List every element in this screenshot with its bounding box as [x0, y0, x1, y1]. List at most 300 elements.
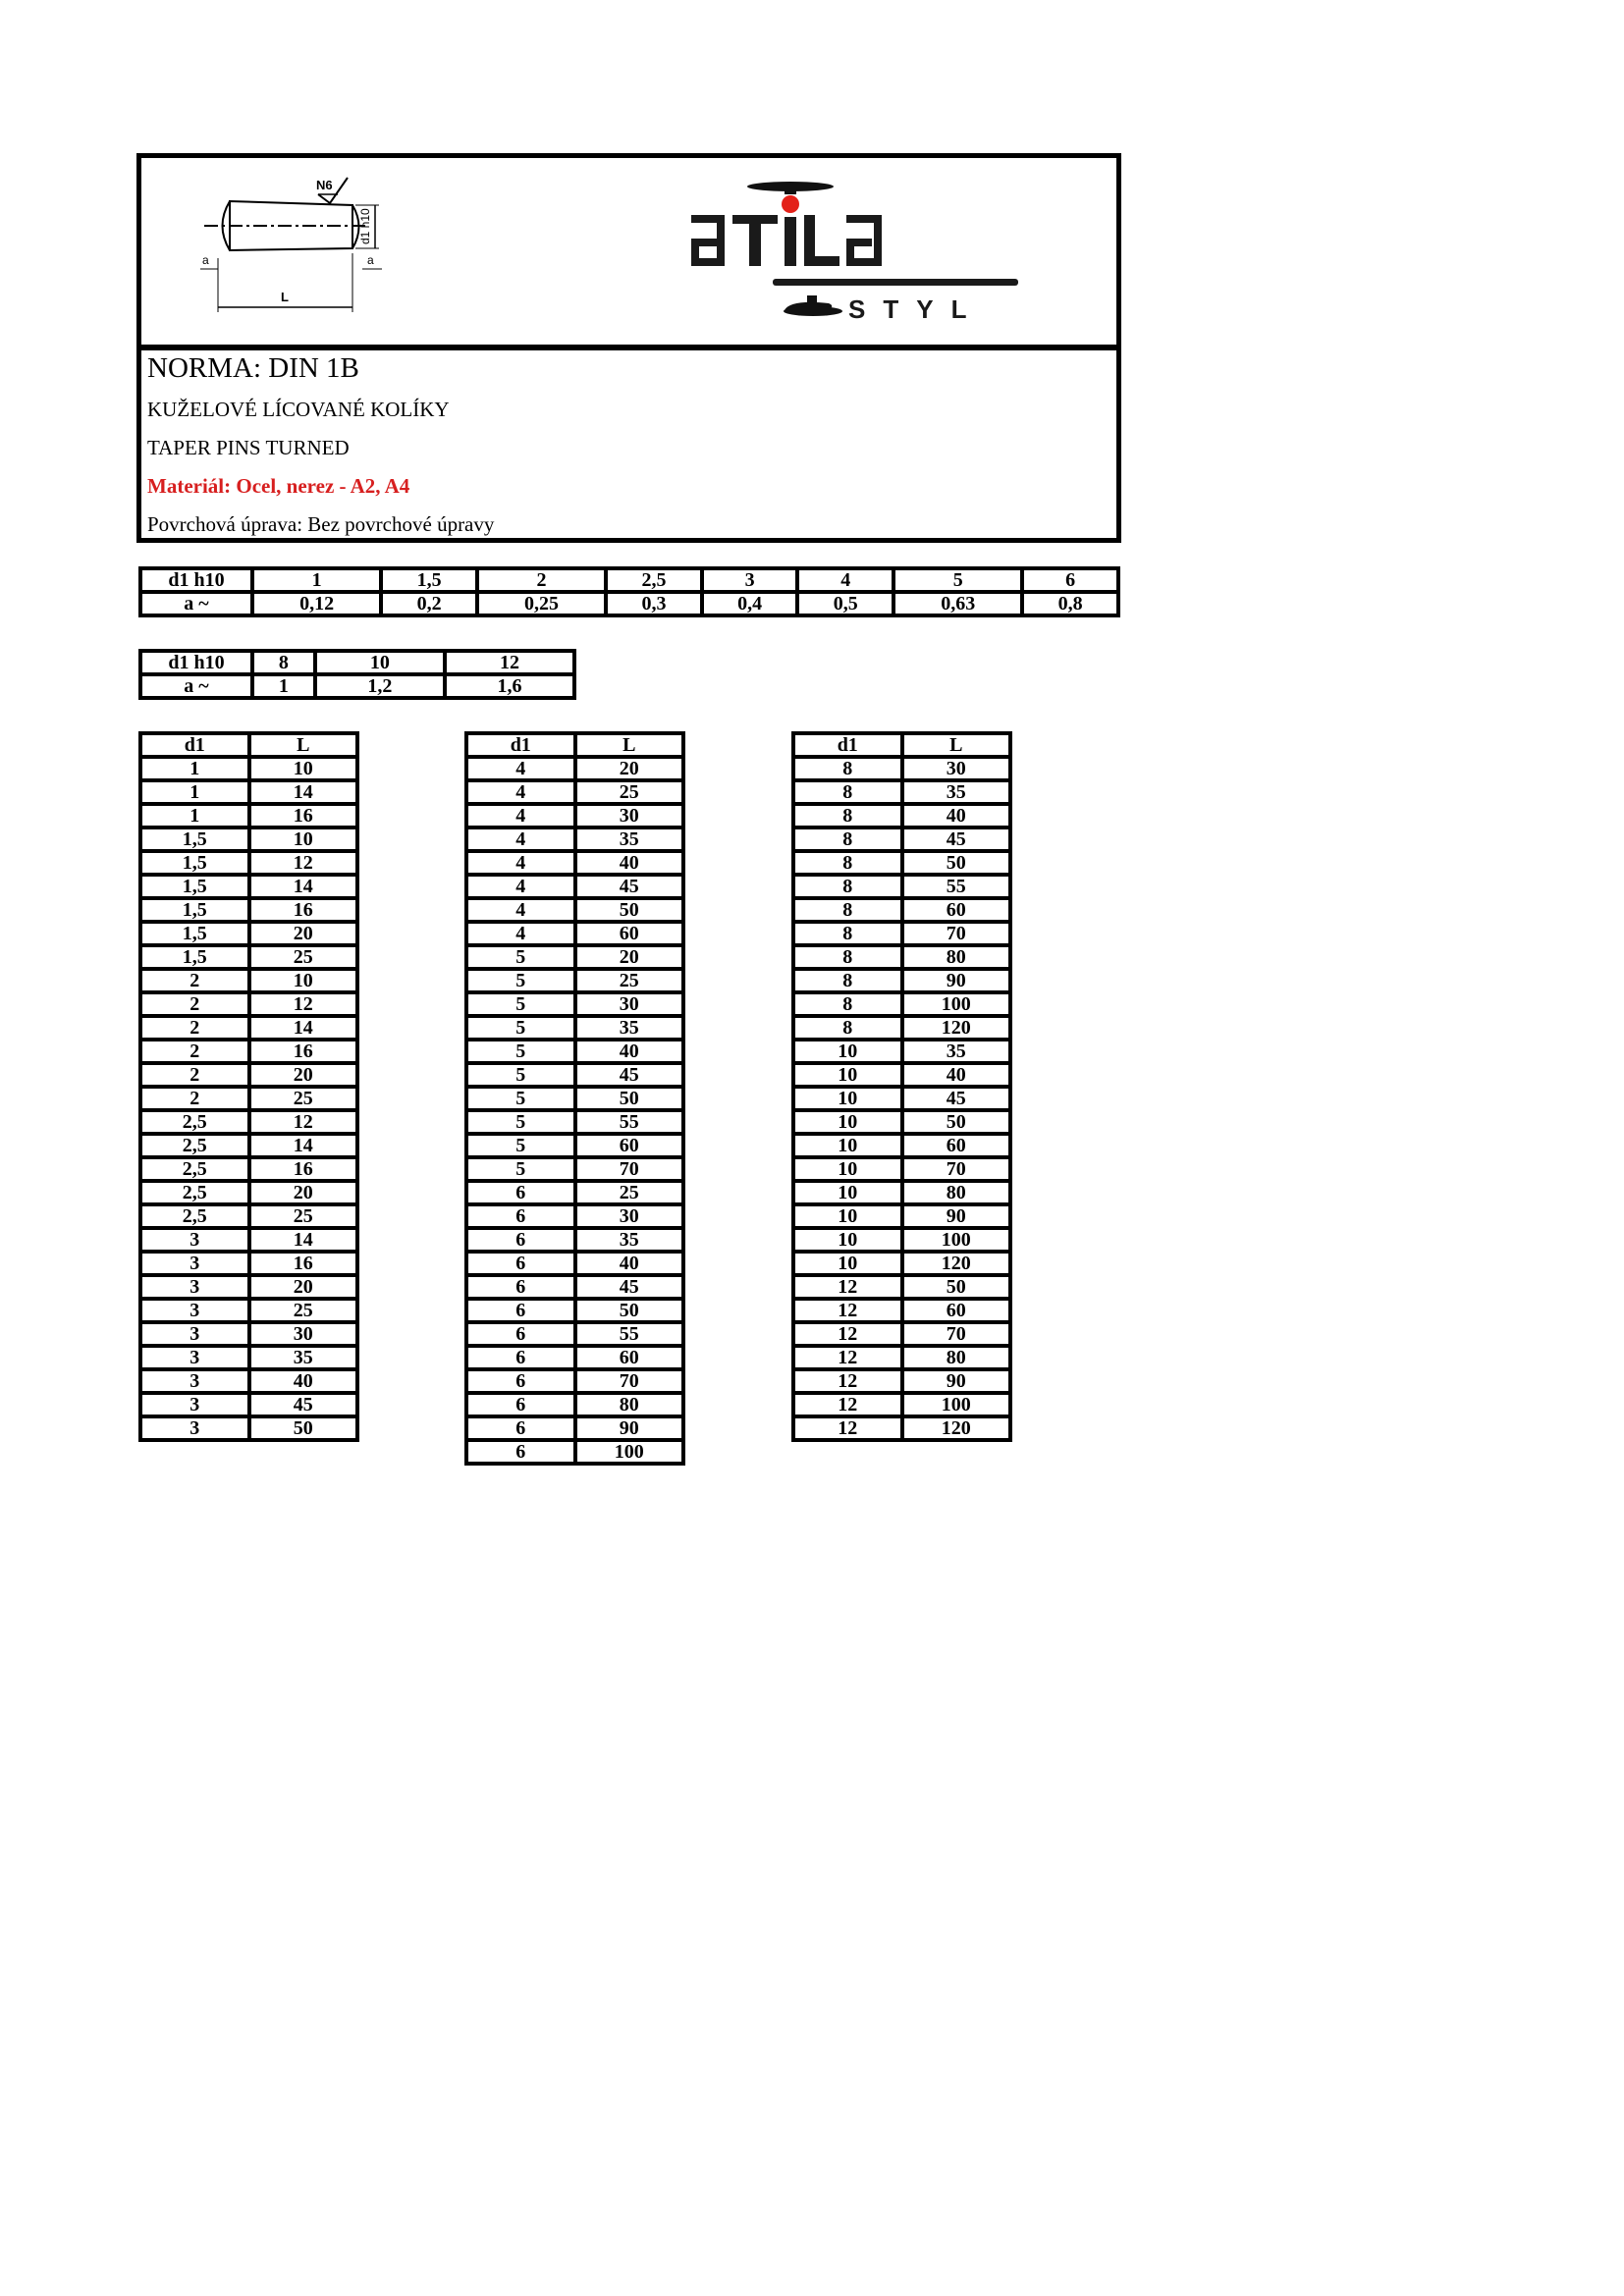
table-row	[466, 1228, 683, 1252]
d1-cell: 10	[793, 1087, 902, 1110]
table-row	[140, 674, 574, 698]
length-cell: 45	[575, 1275, 684, 1299]
table-row	[793, 875, 1010, 898]
length-cell: 30	[575, 804, 684, 828]
table-row	[793, 1369, 1010, 1393]
table-row	[140, 1110, 357, 1134]
d1-cell: 5	[466, 992, 575, 1016]
d1-cell: 12	[793, 1346, 902, 1369]
table-row	[793, 1204, 1010, 1228]
table-row	[140, 1275, 357, 1299]
header-frame	[136, 153, 1121, 349]
length-cell: 50	[575, 1087, 684, 1110]
length-cell: 45	[902, 1087, 1011, 1110]
table-row	[793, 1110, 1010, 1134]
d1-cell: 1,5	[140, 828, 249, 851]
norm-title: NORMA: DIN 1B	[147, 352, 359, 384]
table-row	[793, 969, 1010, 992]
length-cell: 35	[902, 780, 1011, 804]
table-row	[140, 1087, 357, 1110]
d1-cell: 8	[793, 992, 902, 1016]
column-header: d1	[466, 733, 575, 757]
length-cell: 20	[249, 1181, 358, 1204]
d1-cell: 3	[140, 1346, 249, 1369]
table-cell: 1,5	[381, 568, 477, 592]
length-cell: 100	[575, 1440, 684, 1464]
table-row	[466, 1346, 683, 1369]
d1-cell: 5	[466, 1110, 575, 1134]
length-cell: 70	[902, 1157, 1011, 1181]
d1-cell: 2	[140, 1063, 249, 1087]
d1-cell: 4	[466, 804, 575, 828]
table-row	[793, 1322, 1010, 1346]
svg-text:a: a	[367, 253, 374, 267]
chamfer-table-1	[138, 566, 1120, 617]
length-cell: 10	[249, 969, 358, 992]
table-row	[140, 1393, 357, 1416]
table-row	[140, 1134, 357, 1157]
length-cell: 35	[249, 1346, 358, 1369]
table-row	[793, 992, 1010, 1016]
length-cell: 50	[902, 851, 1011, 875]
size-table-d1-8-to-12	[791, 731, 1012, 1442]
table-cell: 0,8	[1022, 592, 1118, 615]
svg-text:d1 h10: d1 h10	[358, 208, 372, 244]
table-cell: 4	[797, 568, 893, 592]
length-cell: 120	[902, 1252, 1011, 1275]
d1-cell: 12	[793, 1369, 902, 1393]
d1-cell: 2,5	[140, 1134, 249, 1157]
length-cell: 90	[902, 1369, 1011, 1393]
length-cell: 40	[575, 851, 684, 875]
length-cell: 14	[249, 1016, 358, 1040]
table-row	[793, 828, 1010, 851]
d1-cell: 8	[793, 875, 902, 898]
length-cell: 45	[575, 875, 684, 898]
svg-text:L: L	[281, 290, 289, 304]
table-row	[466, 780, 683, 804]
d1-cell: 8	[793, 898, 902, 922]
length-cell: 25	[249, 945, 358, 969]
table-row	[466, 1393, 683, 1416]
table-row	[466, 1369, 683, 1393]
table-cell: 1,6	[445, 674, 574, 698]
table-row	[140, 922, 357, 945]
table-row	[466, 1322, 683, 1346]
table-row	[466, 1134, 683, 1157]
d1-cell: 5	[466, 945, 575, 969]
column-header: d1	[140, 733, 249, 757]
table-row	[140, 992, 357, 1016]
length-cell: 35	[575, 1228, 684, 1252]
d1-cell: 1	[140, 757, 249, 780]
d1-cell: 5	[466, 1134, 575, 1157]
table-row	[793, 922, 1010, 945]
length-cell: 40	[249, 1369, 358, 1393]
table-row	[466, 851, 683, 875]
length-cell: 100	[902, 1228, 1011, 1252]
length-cell: 16	[249, 898, 358, 922]
table-row	[466, 1204, 683, 1228]
d1-cell: 6	[466, 1440, 575, 1464]
logo-icon	[691, 178, 1045, 325]
table-row	[140, 1040, 357, 1063]
table-row	[466, 922, 683, 945]
length-cell: 10	[249, 828, 358, 851]
table-row	[466, 898, 683, 922]
length-cell: 50	[575, 898, 684, 922]
table-row	[140, 1204, 357, 1228]
table-row	[140, 568, 1118, 592]
d1-cell: 4	[466, 898, 575, 922]
length-cell: 90	[902, 969, 1011, 992]
d1-cell: 10	[793, 1204, 902, 1228]
table-row	[793, 1157, 1010, 1181]
table-row	[140, 651, 574, 674]
table-cell: 0,2	[381, 592, 477, 615]
length-cell: 16	[249, 1157, 358, 1181]
table-row	[466, 969, 683, 992]
length-cell: 25	[575, 1181, 684, 1204]
table-row	[793, 1393, 1010, 1416]
chamfer-table-2	[138, 649, 576, 700]
d1-cell: 8	[793, 945, 902, 969]
table-row	[140, 1299, 357, 1322]
d1-cell: 1,5	[140, 898, 249, 922]
d1-cell: 2,5	[140, 1181, 249, 1204]
table-row	[140, 969, 357, 992]
length-cell: 12	[249, 1110, 358, 1134]
table-row	[140, 1369, 357, 1393]
d1-cell: 10	[793, 1110, 902, 1134]
table-row	[140, 945, 357, 969]
product-name-cz: KUŽELOVÉ LÍCOVANÉ KOLÍKY	[147, 398, 450, 421]
table-row	[793, 1016, 1010, 1040]
table-cell: 0,4	[702, 592, 798, 615]
length-cell: 45	[575, 1063, 684, 1087]
table-row	[466, 1299, 683, 1322]
table-row	[140, 757, 357, 780]
d1-cell: 8	[793, 828, 902, 851]
table-row	[140, 1252, 357, 1275]
length-cell: 20	[249, 1063, 358, 1087]
table-row	[466, 1252, 683, 1275]
d1-cell: 3	[140, 1369, 249, 1393]
material-line: Materiál: Ocel, nerez - A2, A4	[147, 474, 410, 498]
d1-cell: 10	[793, 1228, 902, 1252]
table-row	[793, 1063, 1010, 1087]
column-header: L	[902, 733, 1011, 757]
d1-cell: 1,5	[140, 875, 249, 898]
table-row	[793, 1087, 1010, 1110]
length-cell: 25	[575, 969, 684, 992]
header-row	[793, 733, 1010, 757]
table-row	[140, 828, 357, 851]
length-cell: 60	[902, 898, 1011, 922]
d1-cell: 3	[140, 1252, 249, 1275]
length-cell: 100	[902, 992, 1011, 1016]
svg-text:a: a	[202, 253, 209, 267]
d1-cell: 8	[793, 969, 902, 992]
length-cell: 35	[575, 828, 684, 851]
length-cell: 12	[249, 851, 358, 875]
length-cell: 70	[575, 1369, 684, 1393]
d1-cell: 12	[793, 1322, 902, 1346]
length-cell: 45	[902, 828, 1011, 851]
length-cell: 80	[902, 945, 1011, 969]
length-cell: 40	[575, 1040, 684, 1063]
length-cell: 50	[902, 1275, 1011, 1299]
table-row	[793, 1416, 1010, 1440]
table-row	[140, 780, 357, 804]
table-row	[140, 1416, 357, 1440]
length-cell: 25	[249, 1204, 358, 1228]
d1-cell: 2,5	[140, 1204, 249, 1228]
table-row	[793, 945, 1010, 969]
table-cell: 1	[252, 674, 315, 698]
d1-cell: 8	[793, 1016, 902, 1040]
table-row	[466, 1157, 683, 1181]
table-row	[466, 1440, 683, 1464]
table-row	[140, 1346, 357, 1369]
d1-cell: 5	[466, 969, 575, 992]
table-row	[466, 1063, 683, 1087]
table-row	[793, 757, 1010, 780]
d1-cell: 2	[140, 1087, 249, 1110]
table-row	[140, 1016, 357, 1040]
table-row	[466, 945, 683, 969]
d1-cell: 5	[466, 1016, 575, 1040]
row-label: d1 h10	[140, 651, 252, 674]
length-cell: 55	[575, 1322, 684, 1346]
svg-text:STYL: STYL	[848, 294, 985, 324]
header-row	[466, 733, 683, 757]
d1-cell: 1	[140, 804, 249, 828]
table-cell: 6	[1022, 568, 1118, 592]
table-row	[140, 592, 1118, 615]
length-cell: 60	[575, 1346, 684, 1369]
length-cell: 60	[902, 1134, 1011, 1157]
table-row	[793, 1252, 1010, 1275]
d1-cell: 5	[466, 1063, 575, 1087]
d1-cell: 6	[466, 1252, 575, 1275]
d1-cell: 5	[466, 1040, 575, 1063]
table-row	[793, 1346, 1010, 1369]
d1-cell: 10	[793, 1252, 902, 1275]
length-cell: 14	[249, 875, 358, 898]
table-row	[140, 1228, 357, 1252]
d1-cell: 6	[466, 1416, 575, 1440]
table-row	[466, 1110, 683, 1134]
table-row	[140, 875, 357, 898]
table-row	[793, 1299, 1010, 1322]
length-cell: 30	[575, 1204, 684, 1228]
d1-cell: 6	[466, 1393, 575, 1416]
length-cell: 30	[575, 992, 684, 1016]
d1-cell: 4	[466, 851, 575, 875]
length-cell: 60	[902, 1299, 1011, 1322]
length-cell: 60	[575, 922, 684, 945]
row-label: a ~	[140, 592, 252, 615]
column-header: L	[575, 733, 684, 757]
surface-treatment-line: Povrchová úprava: Bez povrchové úpravy	[147, 512, 495, 536]
row-label: d1 h10	[140, 568, 252, 592]
d1-cell: 10	[793, 1134, 902, 1157]
table-row	[466, 875, 683, 898]
table-row	[793, 804, 1010, 828]
length-cell: 10	[249, 757, 358, 780]
table-row	[466, 1087, 683, 1110]
row-label: a ~	[140, 674, 252, 698]
table-cell: 10	[315, 651, 445, 674]
table-row	[466, 804, 683, 828]
length-cell: 100	[902, 1393, 1011, 1416]
d1-cell: 6	[466, 1346, 575, 1369]
length-cell: 25	[575, 780, 684, 804]
d1-cell: 10	[793, 1157, 902, 1181]
table-cell: 0,3	[606, 592, 702, 615]
table-row	[466, 828, 683, 851]
size-table-d1-1-to-3	[138, 731, 359, 1442]
length-cell: 20	[575, 757, 684, 780]
length-cell: 16	[249, 804, 358, 828]
length-cell: 16	[249, 1040, 358, 1063]
table-row	[140, 851, 357, 875]
length-cell: 20	[575, 945, 684, 969]
length-cell: 14	[249, 1134, 358, 1157]
table-row	[466, 1275, 683, 1299]
table-cell: 5	[893, 568, 1022, 592]
d1-cell: 4	[466, 780, 575, 804]
table-row	[140, 1157, 357, 1181]
length-cell: 50	[575, 1299, 684, 1322]
table-cell: 0,12	[252, 592, 381, 615]
length-cell: 50	[249, 1416, 358, 1440]
length-cell: 60	[575, 1134, 684, 1157]
table-cell: 8	[252, 651, 315, 674]
d1-cell: 6	[466, 1181, 575, 1204]
d1-cell: 4	[466, 922, 575, 945]
length-cell: 70	[902, 922, 1011, 945]
length-cell: 16	[249, 1252, 358, 1275]
d1-cell: 8	[793, 804, 902, 828]
table-row	[140, 1181, 357, 1204]
length-cell: 120	[902, 1416, 1011, 1440]
table-row	[466, 1181, 683, 1204]
table-row	[466, 1416, 683, 1440]
table-row	[793, 780, 1010, 804]
table-row	[466, 992, 683, 1016]
table-cell: 0,5	[797, 592, 893, 615]
d1-cell: 5	[466, 1157, 575, 1181]
length-cell: 70	[902, 1322, 1011, 1346]
length-cell: 30	[902, 757, 1011, 780]
length-cell: 35	[902, 1040, 1011, 1063]
table-cell: 2	[477, 568, 606, 592]
product-name-en: TAPER PINS TURNED	[147, 436, 350, 459]
table-row	[793, 1134, 1010, 1157]
length-cell: 80	[902, 1181, 1011, 1204]
length-cell: 70	[575, 1157, 684, 1181]
table-row	[466, 757, 683, 780]
d1-cell: 3	[140, 1275, 249, 1299]
d1-cell: 12	[793, 1275, 902, 1299]
table-cell: 1	[252, 568, 381, 592]
length-cell: 20	[249, 1275, 358, 1299]
d1-cell: 3	[140, 1299, 249, 1322]
length-cell: 30	[249, 1322, 358, 1346]
d1-cell: 8	[793, 757, 902, 780]
table-row	[466, 1016, 683, 1040]
column-header: d1	[793, 733, 902, 757]
length-cell: 50	[902, 1110, 1011, 1134]
table-row	[793, 1228, 1010, 1252]
table-row	[793, 851, 1010, 875]
taper-pin-drawing-icon	[200, 170, 397, 327]
length-cell: 40	[902, 1063, 1011, 1087]
length-cell: 80	[902, 1346, 1011, 1369]
d1-cell: 10	[793, 1063, 902, 1087]
d1-cell: 1,5	[140, 851, 249, 875]
table-row	[140, 804, 357, 828]
length-cell: 120	[902, 1016, 1011, 1040]
table-row	[793, 1275, 1010, 1299]
length-cell: 12	[249, 992, 358, 1016]
d1-cell: 4	[466, 757, 575, 780]
table-row	[793, 898, 1010, 922]
d1-cell: 12	[793, 1416, 902, 1440]
length-cell: 35	[575, 1016, 684, 1040]
d1-cell: 10	[793, 1040, 902, 1063]
d1-cell: 6	[466, 1228, 575, 1252]
length-cell: 55	[575, 1110, 684, 1134]
d1-cell: 12	[793, 1393, 902, 1416]
d1-cell: 8	[793, 780, 902, 804]
table-row	[793, 1181, 1010, 1204]
table-row	[140, 1322, 357, 1346]
table-cell: 1,2	[315, 674, 445, 698]
d1-cell: 2	[140, 1016, 249, 1040]
length-cell: 55	[902, 875, 1011, 898]
length-cell: 20	[249, 922, 358, 945]
info-block	[136, 346, 1121, 543]
d1-cell: 2	[140, 969, 249, 992]
length-cell: 25	[249, 1087, 358, 1110]
svg-text:N6: N6	[316, 178, 333, 192]
d1-cell: 2	[140, 992, 249, 1016]
d1-cell: 8	[793, 851, 902, 875]
d1-cell: 3	[140, 1228, 249, 1252]
d1-cell: 6	[466, 1322, 575, 1346]
length-cell: 40	[902, 804, 1011, 828]
column-header: L	[249, 733, 358, 757]
table-cell: 12	[445, 651, 574, 674]
d1-cell: 2,5	[140, 1157, 249, 1181]
d1-cell: 6	[466, 1275, 575, 1299]
d1-cell: 8	[793, 922, 902, 945]
table-cell: 0,63	[893, 592, 1022, 615]
length-cell: 40	[575, 1252, 684, 1275]
d1-cell: 1,5	[140, 945, 249, 969]
d1-cell: 3	[140, 1393, 249, 1416]
d1-cell: 4	[466, 828, 575, 851]
d1-cell: 5	[466, 1087, 575, 1110]
table-cell: 0,25	[477, 592, 606, 615]
table-row	[466, 1040, 683, 1063]
atila-styl-logo	[691, 178, 1045, 325]
d1-cell: 12	[793, 1299, 902, 1322]
d1-cell: 1	[140, 780, 249, 804]
